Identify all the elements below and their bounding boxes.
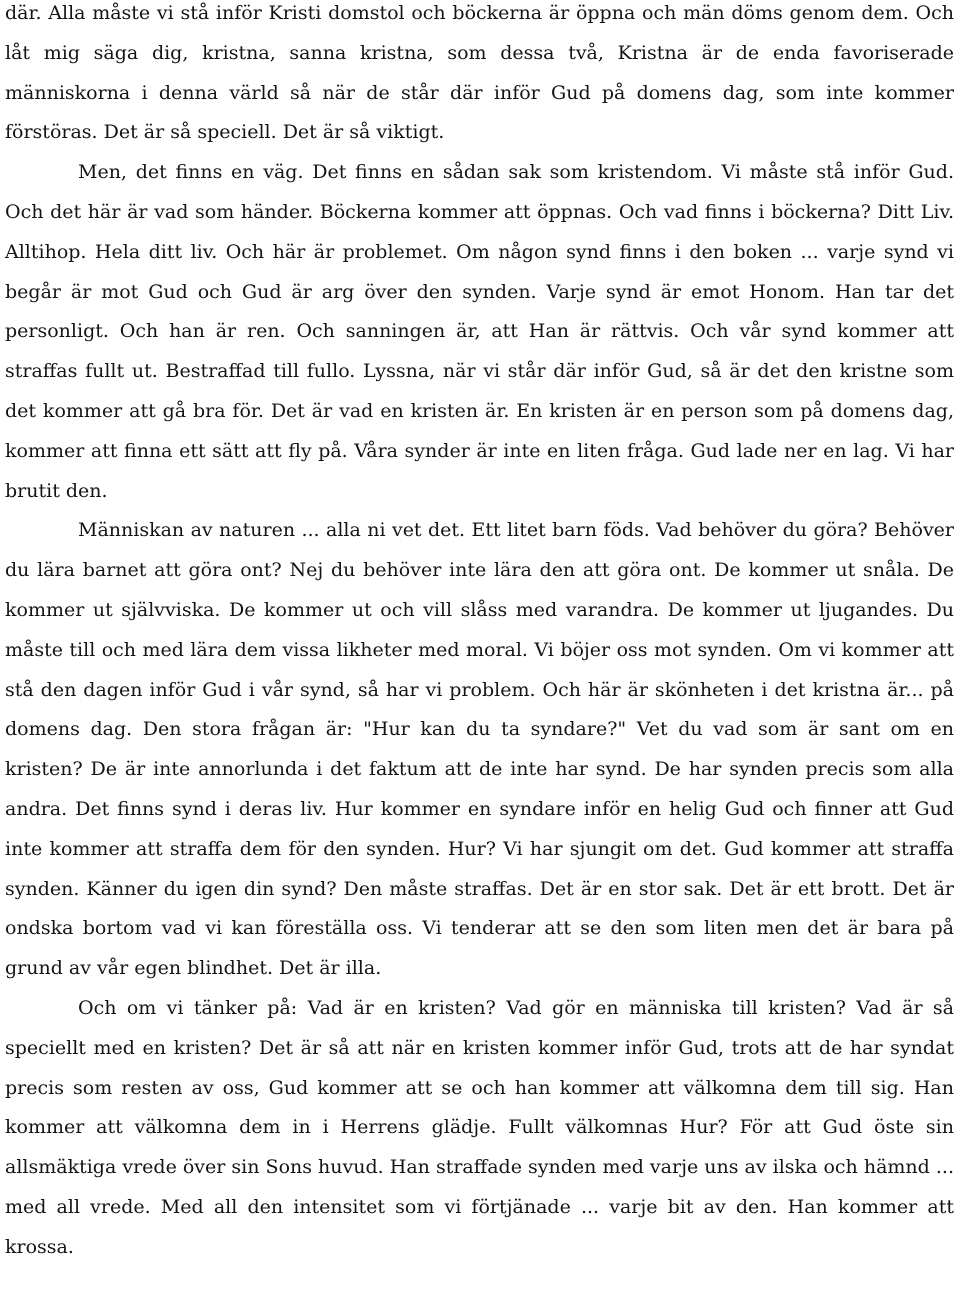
paragraph-1: där. Alla måste vi stå inför Kristi domstol och böckerna är öppna och män döms genom dem. Och låt mig säga dig, kristna, sanna kristna, som dessa två, Kristna är de enda favoriserade människorna i denna värld så när de står där inför Gud på domens dag, som inte kommer förstöras. Det är så speciell. Det är så viktigt. [5, 2, 954, 144]
paragraph-3: Människan av naturen ... alla ni vet det. Ett litet barn föds. Vad behöver du göra? Behöver du lära barnet att göra ont? Nej du behöver inte lära den att göra ont. De kommer ut snåla. De kommer ut självviska. De kommer ut och vill slåss med varandra. De kommer ut ljugandes. Du måste till och med lära dem vissa likheter med moral. Vi böjer oss mot synden. Om vi kommer att stå den dagen inför Gud i vår synd, så har vi problem. Och här är skönheten i det kristna är... på domens dag. Den stora frågan är: "Hur kan du ta syndare?" Vet du vad som är sant om en kristen? De är inte annorlunda i det faktum att de inte har synd. De har synden precis som alla andra. Det finns synd i deras liv. Hur kommer en syndare inför en helig Gud och finner att Gud inte kommer att straffa dem för den synden. Hur? Vi har sjungit om det. Gud kommer att straffa synden. Känner du igen din synd? Den måste straffas. Det är en stor sak. Det är ett brott. Det är ondska bortom vad vi kan föreställa oss. Vi tenderar att se den som liten men det är bara på grund av vår egen blindhet. Det är illa. [5, 519, 954, 980]
paragraph-2: Men, det finns en väg. Det finns en sådan sak som kristendom. Vi måste stå inför Gud. Och det här är vad som händer. Böckerna kommer att öppnas. Och vad finns i böckerna? Ditt Liv. Alltihop. Hela ditt liv. Och här är problemet. Om någon synd finns i den boken ... varje synd vi begår är mot Gud och Gud är arg över den synden. Varje synd är emot Honom. Han tar det personligt. Och han är ren. Och sanningen är, att Han är rättvis. Och vår synd kommer att straffas fullt ut. Bestraffad till fullo. Lyssna, när vi står där inför Gud, så är det den kristne som det kommer att gå bra för. Det är vad en kristen är. En kristen är en person som på domens dag, kommer att finna ett sätt att fly på. Våra synder är inte en liten fråga. Gud lade ner en lag. Vi har brutit den. [5, 161, 954, 502]
paragraph-4: Och om vi tänker på: Vad är en kristen? Vad gör en människa till kristen? Vad är så speciellt med en kristen? Det är så att när en kristen kommer inför Gud, trots att de har syndat precis som resten av oss, Gud kommer att se och han kommer att välkomna dem till sig. Han kommer att välkomna dem in i Herrens glädje. Fullt välkomnas Hur? För att Gud öste sin allsmäktiga vrede över sin Sons huvud. Han straffade synden med varje uns av ilska och hämnd ... med all vrede. Med all den intensitet som vi förtjänade ... varje bit av den. Han kommer att krossa. [5, 996, 954, 1258]
